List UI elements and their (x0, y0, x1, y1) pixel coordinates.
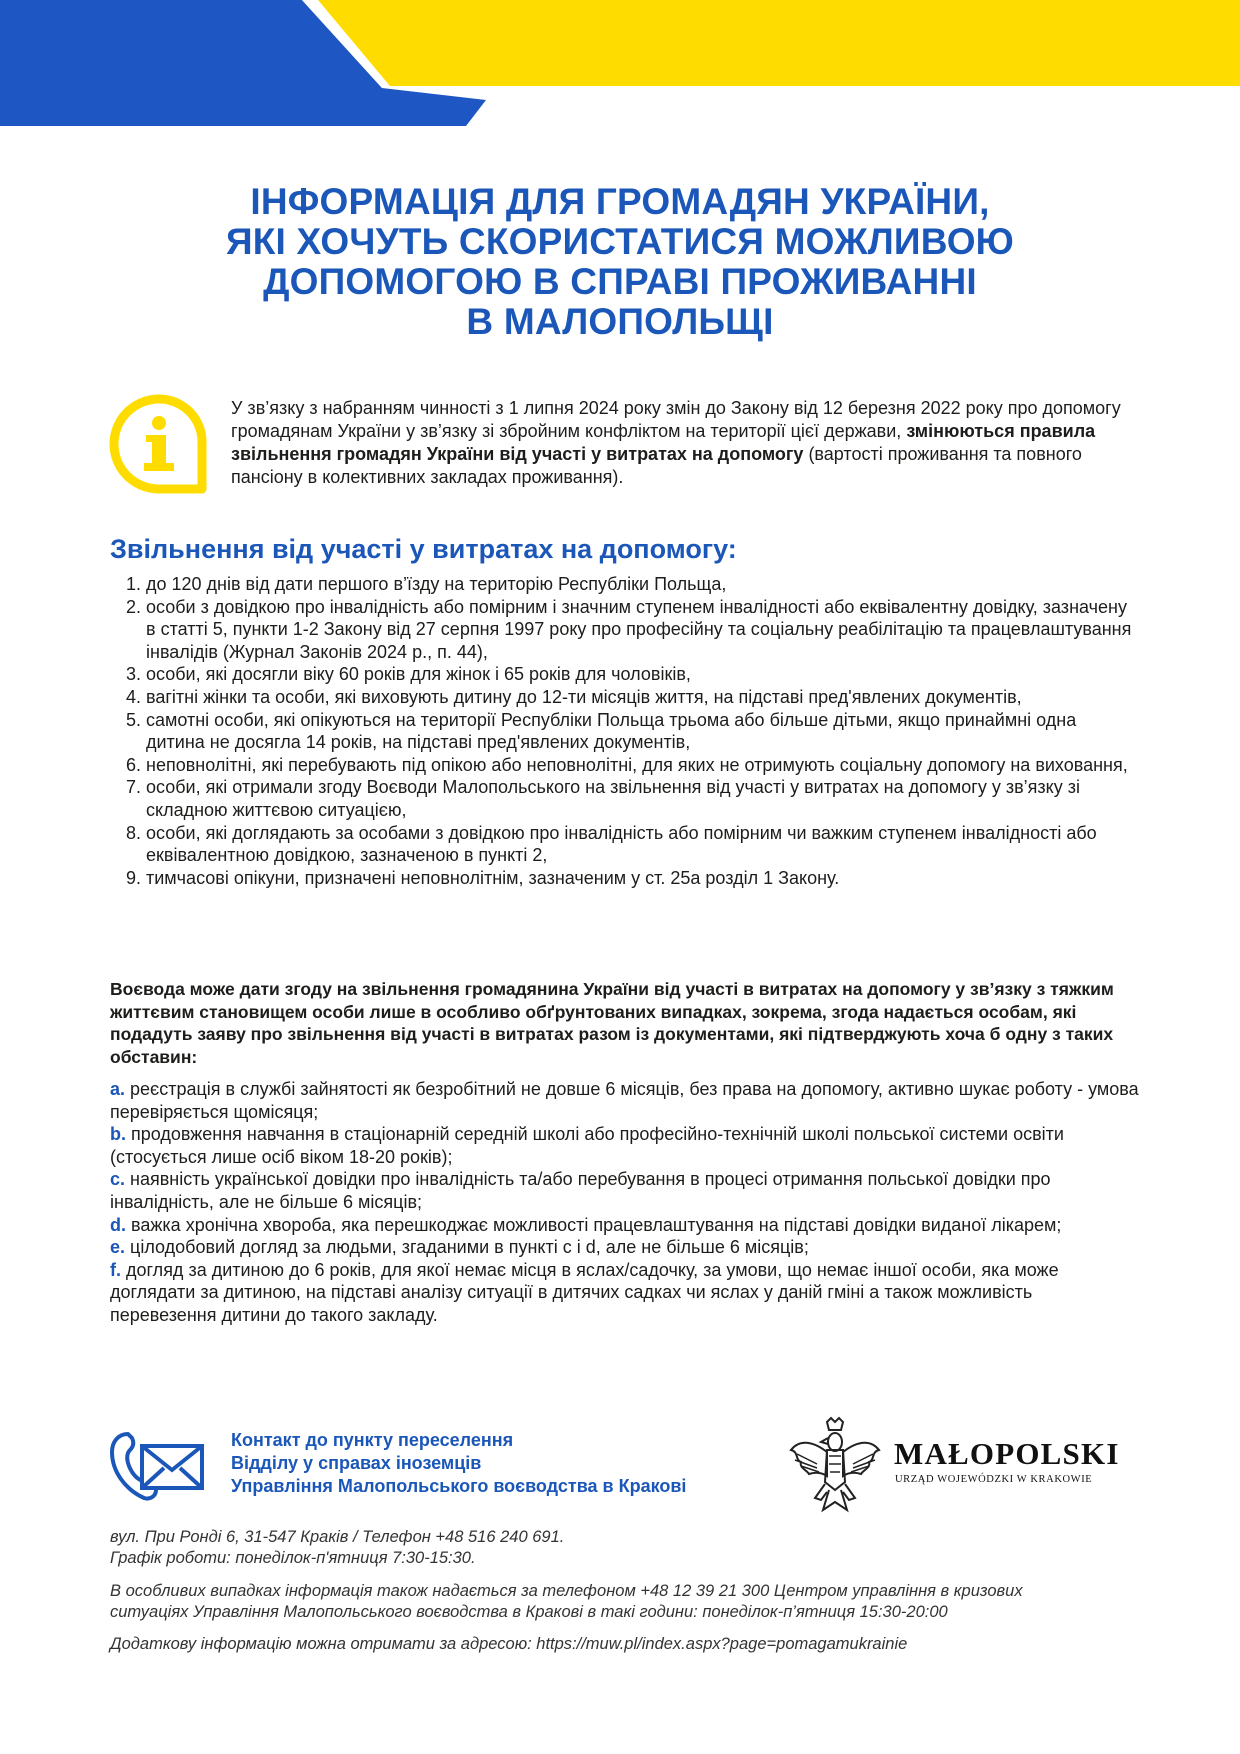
address-line: вул. При Ронді 6, 31-547 Краків / Телефон +48 516 240 691. (110, 1528, 565, 1546)
list-number: 7. (126, 777, 142, 798)
contact-line: Відділу у справах іноземців (231, 1453, 482, 1473)
logo-subtitle: URZĄD WOJEWÓDZKI W KRAKOWIE (895, 1474, 1093, 1485)
intro-text: У зв’язку з набранням чинності з 1 липня 2024 року змін до Закону від 12 березня 2022 року про допомогу громадянам України у зв’язку зі збройним конфліктом на території цієї держави, (231, 398, 1121, 441)
list-item (110, 709, 1135, 754)
circumstances-list (110, 1078, 1140, 1327)
title-line: В МАЛОПОЛЬЩІ (466, 301, 774, 342)
circumstance-letter: c. (110, 1169, 126, 1190)
title-line: ЯКІ ХОЧУТЬ СКОРИСТАТИСЯ МОЖЛИВОЮ (225, 221, 1015, 262)
list-item (110, 776, 1135, 821)
hours-line: Графік роботи: понеділок-п'ятниця 7:30-15:30. (110, 1549, 476, 1567)
intro-highlight: змінюються правила звільнення громадян України від участі у витратах на допомогу (231, 421, 1096, 464)
exemption-heading: Звільнення від участі у витратах на допомогу: (110, 534, 737, 564)
header-banner (0, 0, 1240, 130)
circumstance-item (110, 1168, 1140, 1213)
circumstance-text: наявність української довідки про інвалідність та/або перебування в процесі отримання польської довідки про інвалідність, але не більше 6 місяців; (110, 1169, 1051, 1212)
list-item (110, 867, 1135, 890)
contact-line: Контакт до пункту переселення (231, 1430, 514, 1450)
info-speech-bubble-icon (108, 393, 210, 495)
circumstance-letter: f. (110, 1259, 121, 1280)
list-number: 8. (126, 822, 142, 843)
circumstance-text: продовження навчання в стаціонарній середній школі або професійно-технічній школі польської системи освіти (стосується лише осіб віком 18-20 років); (110, 1124, 1064, 1167)
circumstance-letter: b. (110, 1124, 126, 1145)
list-item-text: особи, які досягли віку 60 років для жінок і 65 років для чоловіків, (146, 664, 691, 685)
list-item-text: особи з довідкою про інвалідність або помірним і значним ступенем інвалідності або еквівалентну довідку, зазначену в статті 5, пункти 1-2 Закону від 27 серпня 1997 року про професійну та соціальну реабілітацію та працевлаштування інвалідів (Журнал Законів 2024 р., п. 44), (146, 596, 1132, 662)
footer-address (110, 1527, 1140, 1569)
list-item (110, 663, 1135, 686)
phone-envelope-icon (108, 1428, 206, 1502)
circumstance-text: цілодобовий догляд за людьми, згаданими в пункті c i d, але не більше 6 місяців; (125, 1237, 809, 1258)
circumstance-letter: d. (110, 1214, 126, 1235)
list-item-text: тимчасові опікуни, призначені неповнолітнім, зазначеним у ст. 25а розділ 1 Закону. (146, 867, 840, 888)
page-title (110, 182, 1130, 342)
intro-paragraph (231, 397, 1136, 489)
circumstance-text: реєстрація в службі зайнятості як безробітний не довше 6 місяців, без права на допомогу, активно шукає роботу - умова перевіряється щомісяця; (110, 1079, 1139, 1122)
circumstance-text: важка хронічна хвороба, яка перешкоджає можливості працевлаштування на підставі довідки виданої лікарем; (126, 1214, 1062, 1235)
circumstance-letter: e. (110, 1237, 126, 1258)
list-number: 1. (126, 574, 142, 594)
circumstance-letter: a. (110, 1079, 126, 1099)
list-number: 9. (126, 867, 142, 888)
list-item (110, 573, 1135, 596)
footer-special (110, 1581, 1140, 1623)
list-item-text: особи, які отримали згоду Воєводи Малопольського на звільнення від участі у витратах на допомогу у зв’язку зі складною життєвою ситуацією, (146, 777, 1080, 820)
list-item-text: неповнолітні, які перебувають під опікою або неповнолітні, для яких не отримують соціальну допомогу на виховання, (146, 754, 1128, 775)
list-number: 5. (126, 709, 142, 730)
list-number: 2. (126, 596, 142, 617)
special-line: В особливих випадках інформація також надається за телефоном +48 12 39 21 300 Центром управління в кризових (110, 1582, 1023, 1600)
title-line: ІНФОРМАЦІЯ ДЛЯ ГРОМАДЯН УКРАЇНИ, (250, 181, 990, 222)
circumstance-item (110, 1259, 1140, 1327)
list-item (110, 596, 1135, 664)
special-line: ситуаціях Управління Малопольського воєводства в Кракові в такі години: понеділок-п’ятниця 15:30-20:00 (110, 1603, 948, 1621)
intro-text-end: (вартості проживання та повного пансіону в колективних закладах проживання). (231, 444, 1082, 487)
polish-eagle-emblem-icon (787, 1416, 883, 1516)
list-item (110, 686, 1135, 709)
list-item (110, 754, 1135, 777)
list-item-text: самотні особи, які опікуються на території Республіки Польща трьома або більше дітьми, якщо принаймні одна дитина не досягла 14 років, на підставі пред'явлених документів, (146, 709, 1077, 753)
list-item (110, 822, 1135, 867)
list-item-text: особи, які доглядають за особами з довідкою про інвалідність або помірним чи важким ступенем інвалідності або еквівалентною довідкою, зазначеною в пункті 2, (146, 822, 1097, 866)
circumstance-item (110, 1078, 1140, 1123)
title-line: ДОПОМОГОЮ В СПРАВІ ПРОЖИВАННІ (263, 261, 977, 302)
list-item-text: вагітні жінки та особи, які виховують дитину до 12-ти місяців життя, на підставі пред'явлених документів, (146, 686, 1022, 707)
footer-more-info: Додаткову інформацію можна отримати за адресою: https://muw.pl/index.aspx?page=pomagamukrainie (110, 1635, 908, 1653)
circumstance-item (110, 1123, 1140, 1168)
circumstance-text: догляд за дитиною до 6 років, для якої немає місця в яслах/садочку, за умови, що немає іншої особи, яка може доглядати за дитиною, на підставі аналізу ситуації в дитячих садках чи яслах у даній гміні а також можливість перевезення дитини до такого закладу. (110, 1259, 1059, 1325)
contact-block (231, 1429, 686, 1498)
list-number: 6. (126, 754, 142, 775)
list-item-text: до 120 днів від дати першого в’їзду на територію Республіки Польща, (146, 574, 727, 594)
contact-line: Управління Малопольського воєводства в Кракові (231, 1476, 687, 1496)
circumstance-item (110, 1236, 1140, 1259)
circumstance-item (110, 1214, 1140, 1237)
list-number: 4. (126, 686, 142, 707)
logo-name: MAŁOPOLSKI (894, 1436, 1120, 1471)
voivode-paragraph: Воєвода може дати згоду на звільнення громадянина України від участі в витратах на допомогу у зв’язку з тяжким життєвим становищем особи лише в особливо обґрунтованих випадках, зокрема, згода надається особам, які подадуть заяву про звільнення від участі в витратах разом із документами, які підтверджують хоча б одну з таких обставин: (110, 979, 1114, 1067)
list-number: 3. (126, 664, 142, 685)
exemption-list (110, 573, 1135, 889)
